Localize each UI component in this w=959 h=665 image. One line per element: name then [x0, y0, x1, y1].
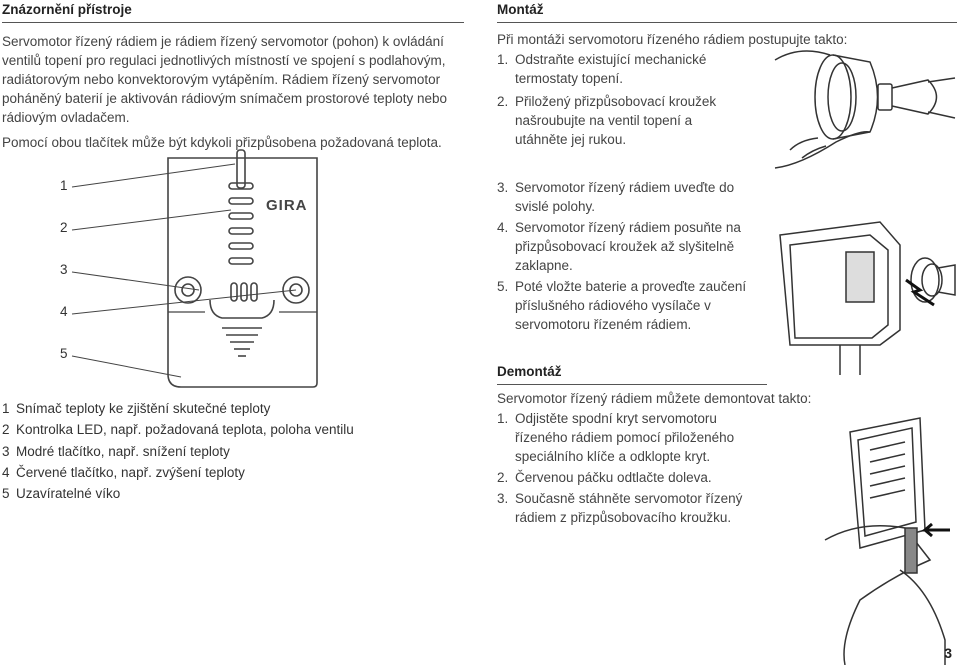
buttons-description: Pomocí obou tlačítek může být kdykoli přizpůsobena požadovaná teplota. [2, 135, 442, 150]
section-heading-montaz: Montáž [497, 0, 957, 23]
legend-item: 5 Uzavíratelné víko [2, 486, 121, 502]
step-item: 1. Odstraňte existující mechanické termostaty topení. [497, 52, 707, 86]
demontaz-intro: Servomotor řízený rádiem můžete demontovat takto: [497, 391, 812, 406]
callout-3: 3 [60, 262, 68, 277]
device-brand-label: GIRA [266, 197, 308, 214]
legend-item: 1 Snímač teploty ke zjištění skutečné teploty [2, 401, 271, 416]
montaz-intro: Při montáži servomotoru řízeného rádiem postupujte takto: [497, 32, 848, 47]
step-item: 5. Poté vložte baterie a proveďte zaučení příslušného rádiového vysílače v servomotoru řízeném rádiem. [497, 279, 747, 332]
demontaz-steps [497, 409, 757, 529]
step-item: 2. Červenou páčku odtlačte doleva. [497, 470, 712, 485]
page-number: 3 [944, 645, 952, 661]
callout-1: 1 [60, 178, 68, 193]
device-description: Servomotor řízený rádiem je rádiem řízený servomotor (pohon) k ovládání ventilů topení pro regulaci jednotlivých místností ve spojení s podlahovým, radiátorovým nebo konvektorovým vytápěním. Rádiem řízený servomotor poháněný baterií je aktivován rádiovým snímačem prostorové teploty nebo rádiovým ovladačem. [2, 34, 447, 125]
legend-item: 2 Kontrolka LED, např. požadovaná teplota, poloha ventilu [2, 422, 354, 438]
step-item: 2. Přiložený přizpůsobovací kroužek našroubujte na ventil topení a utáhněte jej rukou. [497, 94, 717, 147]
step-item: 4. Servomotor řízený rádiem posuňte na přizpůsobovací kroužek až slyšitelně zaklapne. [497, 220, 741, 273]
step-item: 3. Současně stáhněte servomotor řízený rádiem z přizpůsobovacího kroužku. [497, 491, 743, 525]
section-heading-device: Znázornění přístroje [2, 0, 464, 23]
step-item: 3. Servomotor řízený rádiem uveďte do svislé polohy. [497, 180, 735, 214]
montaz-steps-b [497, 178, 762, 336]
device-legend [2, 398, 354, 504]
legend-item: 4 Červené tlačítko, např. zvýšení teploty [2, 464, 245, 480]
callout-2: 2 [60, 220, 68, 235]
legend-item: 3 Modré tlačítko, např. snížení teploty [2, 443, 230, 459]
montaz-steps-a [497, 50, 737, 151]
left-column [2, 0, 464, 152]
callout-4: 4 [60, 304, 68, 319]
montaz-heading-block [497, 0, 957, 32]
step-item: 1. Odjistěte spodní kryt servomotoru řízeného rádiem pomocí přiloženého speciálního klíče a odklopte kryt. [497, 411, 735, 464]
callout-5: 5 [60, 346, 68, 361]
section-heading-demontaz: Demontáž [497, 362, 767, 385]
